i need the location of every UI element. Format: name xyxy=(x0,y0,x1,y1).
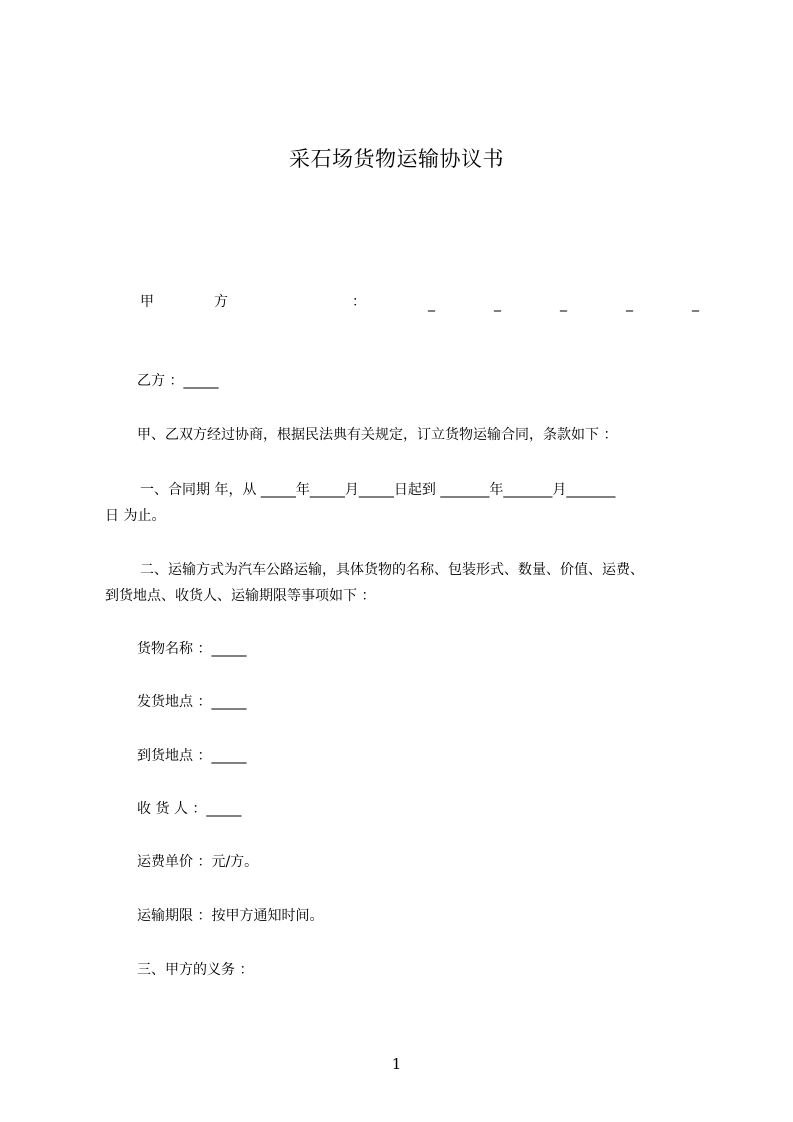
intro-paragraph: 甲、乙双方经过协商，根据民法典有关规定，订立货物运输合同，条款如下 ： xyxy=(137,427,618,443)
clause-3-heading: 三、甲方的义务 ： xyxy=(137,962,254,978)
document-title: 采石场货物运输协议书 xyxy=(289,147,504,171)
party-a-blank-5: _ xyxy=(692,296,699,312)
party-a-blank-2: _ xyxy=(494,296,501,312)
party-a-label-char1: 甲 xyxy=(140,294,154,310)
party-b-line: 乙方 ：_____ xyxy=(137,373,219,389)
field-unit-price: 运费单价 ：元/方。 xyxy=(137,854,259,870)
field-ship-from: 发货地点 ：_____ xyxy=(137,694,247,710)
field-ship-to: 到货地点 ：_____ xyxy=(137,748,247,764)
clause-2-line-1: 二、运输方式为汽车公路运输，具体货物的名称、包装形式、数量、价值、运费、 xyxy=(140,562,644,578)
party-a-label-char2: 方 xyxy=(214,294,228,310)
field-goods-name: 货物名称 ：_____ xyxy=(137,641,247,657)
clause-1-line-2: 日 为止。 xyxy=(105,508,166,524)
party-a-blank-3: _ xyxy=(560,296,567,312)
page-number: 1 xyxy=(391,1055,402,1073)
party-a-colon: ： xyxy=(352,294,366,310)
field-transport-period: 运输期限 ：按甲方通知时间。 xyxy=(137,908,324,924)
clause-1-line-1: 一、合同期 年，从 _____年_____月_____日起到 _______年_______月_______ xyxy=(140,482,616,498)
party-a-blank-1: _ xyxy=(428,296,435,312)
clause-2-line-2: 到货地点、收货人、运输期限等事项如下 ： xyxy=(105,588,376,604)
party-a-blank-4: _ xyxy=(626,296,633,312)
field-consignee: 收 货 人 ：_____ xyxy=(137,801,242,817)
